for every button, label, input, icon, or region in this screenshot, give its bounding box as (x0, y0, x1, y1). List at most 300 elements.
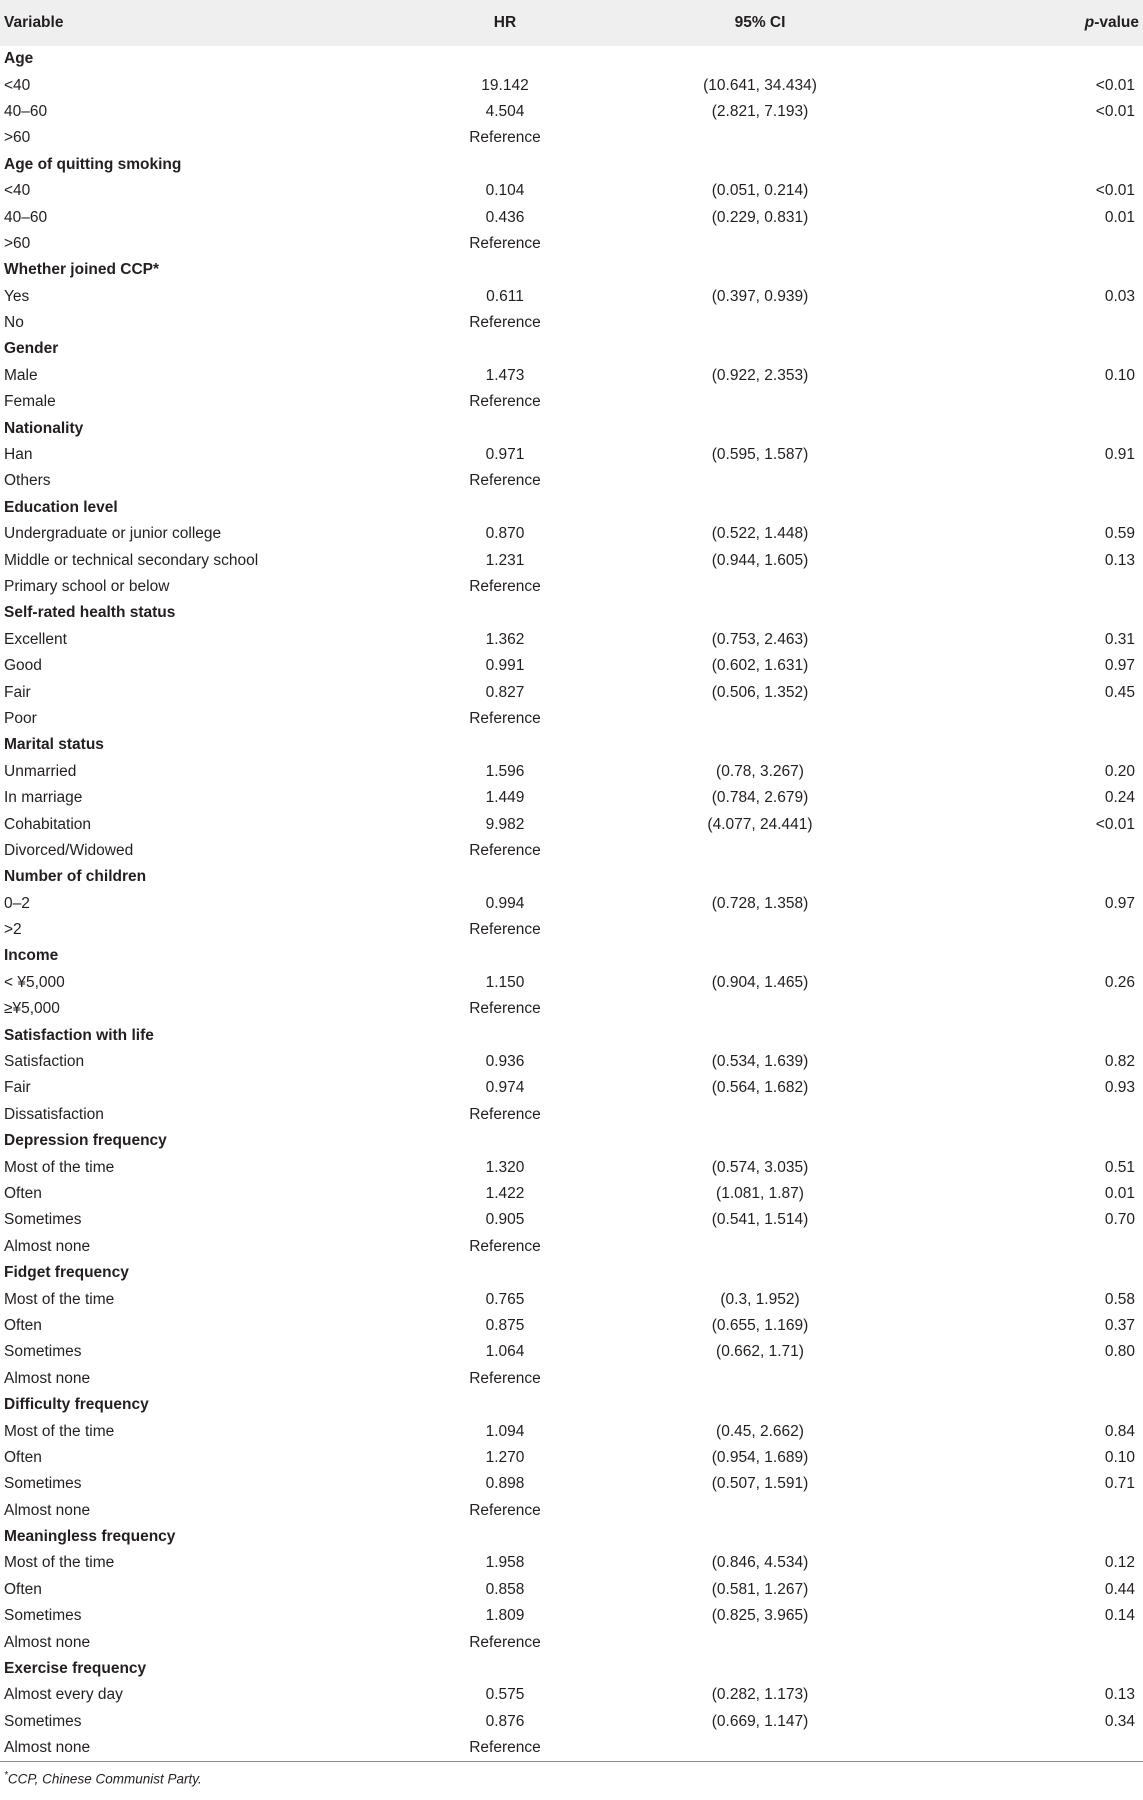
table-row (0, 1735, 1143, 1761)
hr-cell: Reference (469, 1369, 541, 1387)
p-value-cell (910, 996, 1143, 1022)
ci-cell (610, 257, 910, 283)
table-row (0, 1154, 1143, 1180)
table-row (0, 759, 1143, 785)
p-value-cell: <0.01 (1095, 76, 1135, 94)
p-value-cell: 0.59 (1104, 525, 1135, 543)
hr-cell: 19.142 (481, 76, 529, 94)
variable-cell: Sometimes (4, 1343, 82, 1361)
variable-cell: Age of quitting smoking (4, 155, 182, 173)
variable-cell: Satisfaction with life (4, 1026, 154, 1044)
table-group-row (0, 257, 1143, 283)
p-value-cell: 0.12 (1104, 1554, 1135, 1572)
variable-cell: Often (4, 1184, 42, 1202)
table-footnote (0, 1770, 1143, 1787)
table-row (0, 1603, 1143, 1629)
header-p-value (910, 0, 1143, 46)
variable-cell: Yes (4, 287, 30, 305)
ci-cell (610, 46, 910, 72)
ci-cell (610, 1735, 910, 1761)
table-row (0, 1339, 1143, 1365)
header-hr: HR (493, 14, 517, 31)
variable-cell: Most of the time (4, 1290, 115, 1308)
p-value-cell (910, 1366, 1143, 1392)
table-row (0, 1497, 1143, 1523)
hr-cell: Reference (469, 1501, 541, 1519)
ci-cell (610, 1524, 910, 1550)
ci-cell: (0.655, 1.169) (711, 1316, 809, 1334)
ci-cell (610, 1656, 910, 1682)
hr-cell: 0.971 (485, 446, 525, 464)
variable-cell: Poor (4, 709, 37, 727)
hr-cell: 1.958 (485, 1554, 525, 1572)
table-row (0, 627, 1143, 653)
variable-cell: <40 (4, 182, 31, 200)
p-value-cell (910, 1128, 1143, 1154)
table-row (0, 389, 1143, 415)
ci-cell: (0.954, 1.689) (711, 1448, 809, 1466)
table-row (0, 811, 1143, 837)
table-row (0, 785, 1143, 811)
p-value-cell: 0.10 (1104, 366, 1135, 384)
hr-cell: 0.994 (485, 894, 525, 912)
table-row (0, 1682, 1143, 1708)
table-body (0, 46, 1143, 1761)
ci-cell: (0.602, 1.631) (711, 657, 809, 675)
hr-cell (400, 257, 610, 283)
variable-cell: Almost none (4, 1633, 91, 1651)
table-row (0, 310, 1143, 336)
variable-cell: Divorced/Widowed (4, 841, 134, 859)
variable-cell: ≥¥5,000 (4, 1000, 60, 1018)
p-value-cell (910, 1022, 1143, 1048)
footnote-marker: * (4, 1769, 8, 1781)
variable-cell: Often (4, 1316, 42, 1334)
p-value-cell: 0.91 (1104, 446, 1135, 464)
hr-cell: 0.436 (485, 208, 525, 226)
p-value-cell (910, 1392, 1143, 1418)
ci-cell (610, 732, 910, 758)
p-value-cell (910, 1629, 1143, 1655)
p-value-cell (910, 1260, 1143, 1286)
ci-cell: (0.541, 1.514) (711, 1211, 809, 1229)
variable-cell: < ¥5,000 (4, 973, 65, 991)
p-value-cell: 0.03 (1104, 287, 1135, 305)
p-value-cell: 0.13 (1104, 1686, 1135, 1704)
hr-cell: Reference (469, 709, 541, 727)
p-value-cell (910, 310, 1143, 336)
p-value-cell: 0.31 (1104, 630, 1135, 648)
ci-cell (610, 1102, 910, 1128)
ci-cell (610, 600, 910, 626)
table-group-row (0, 415, 1143, 441)
ci-cell: (0.904, 1.465) (711, 973, 809, 991)
variable-cell: 40–60 (4, 208, 48, 226)
table-group-row (0, 600, 1143, 626)
p-value-cell: 0.10 (1104, 1448, 1135, 1466)
hr-cell (400, 1656, 610, 1682)
hr-cell: 1.320 (485, 1158, 525, 1176)
table-row (0, 1313, 1143, 1339)
ci-cell: (0.45, 2.662) (716, 1422, 804, 1440)
p-value-cell: 0.70 (1104, 1211, 1135, 1229)
hr-cell (400, 336, 610, 362)
hr-cell (400, 1128, 610, 1154)
ci-cell: (0.784, 2.679) (711, 789, 809, 807)
table-row (0, 521, 1143, 547)
header-p-suffix: -value (1094, 14, 1139, 31)
variable-cell: Sometimes (4, 1475, 82, 1493)
variable-cell: Undergraduate or junior college (4, 525, 222, 543)
hr-cell: 0.575 (485, 1686, 525, 1704)
p-value-cell: <0.01 (1095, 102, 1135, 120)
p-value-cell (910, 1234, 1143, 1260)
hr-cell: 0.104 (485, 182, 525, 200)
ci-cell (610, 336, 910, 362)
variable-cell: Depression frequency (4, 1132, 167, 1150)
table-row (0, 838, 1143, 864)
p-value-cell (910, 574, 1143, 600)
ci-cell (610, 1497, 910, 1523)
hr-cell: 0.858 (485, 1580, 525, 1598)
variable-cell: Gender (4, 340, 59, 358)
ci-cell: (0.506, 1.352) (711, 683, 809, 701)
hr-cell (400, 152, 610, 178)
hr-cell: Reference (469, 1633, 541, 1651)
table-row (0, 996, 1143, 1022)
hr-cell: Reference (469, 921, 541, 939)
ci-cell (610, 917, 910, 943)
p-value-cell (910, 1102, 1143, 1128)
variable-cell: 0–2 (4, 894, 30, 912)
hr-cell: 0.765 (485, 1290, 525, 1308)
table-group-row (0, 152, 1143, 178)
p-value-cell: 0.14 (1104, 1607, 1135, 1625)
table-row (0, 970, 1143, 996)
header-variable: Variable (4, 14, 64, 31)
table-row (0, 679, 1143, 705)
variable-cell: 40–60 (4, 102, 48, 120)
p-value-cell: 0.44 (1104, 1580, 1135, 1598)
ci-cell (610, 996, 910, 1022)
hr-cell: Reference (469, 129, 541, 147)
p-value-cell (910, 125, 1143, 151)
p-value-cell: 0.26 (1104, 973, 1135, 991)
hr-cell: 0.905 (485, 1211, 525, 1229)
ci-cell: (0.397, 0.939) (711, 287, 809, 305)
p-value-cell: 0.01 (1104, 208, 1135, 226)
variable-cell: Often (4, 1448, 42, 1466)
table-group-row (0, 1524, 1143, 1550)
table-row (0, 1366, 1143, 1392)
footnote-text: CCP, Chinese Communist Party. (7, 1771, 202, 1787)
variable-cell: Almost none (0, 1735, 400, 1761)
p-value-cell (910, 1735, 1143, 1761)
table-row (0, 1709, 1143, 1735)
table-row (0, 99, 1143, 125)
hr-cell: 0.974 (485, 1079, 525, 1097)
table-row (0, 1102, 1143, 1128)
hr-cell: 1.150 (485, 973, 525, 991)
hr-cell (400, 1260, 610, 1286)
variable-cell: Often (4, 1580, 42, 1598)
table-group-row (0, 864, 1143, 890)
variable-cell: Unmarried (4, 762, 77, 780)
hr-cell: 0.898 (485, 1475, 525, 1493)
table-row (0, 574, 1143, 600)
ci-cell (610, 152, 910, 178)
ci-cell: (4.077, 24.441) (707, 815, 813, 833)
table-row (0, 284, 1143, 310)
table-row (0, 363, 1143, 389)
hr-cell: Reference (469, 578, 541, 595)
hr-cell: Reference (469, 472, 541, 490)
ci-cell: (0.595, 1.587) (711, 446, 809, 464)
ci-cell: (0.662, 1.71) (716, 1343, 804, 1361)
variable-cell: Satisfaction (4, 1053, 85, 1071)
hr-cell: 1.094 (485, 1422, 525, 1440)
p-value-cell (910, 1656, 1143, 1682)
ci-cell: (2.821, 7.193) (711, 102, 809, 120)
p-value-cell: 0.24 (1104, 789, 1135, 807)
ci-cell: (0.825, 3.965) (711, 1607, 809, 1625)
hr-cell: 0.827 (485, 683, 525, 701)
p-value-cell: 0.97 (1104, 894, 1135, 912)
hr-cell (400, 1022, 610, 1048)
table-row (0, 1049, 1143, 1075)
table-row (0, 1286, 1143, 1312)
p-value-cell (910, 917, 1143, 943)
hr-cell (400, 1392, 610, 1418)
variable-cell: Fidget frequency (4, 1264, 129, 1282)
table-group-row (0, 1128, 1143, 1154)
p-value-cell (910, 864, 1143, 890)
table-group-row (0, 495, 1143, 521)
table-group-row (0, 732, 1143, 758)
table-row (0, 891, 1143, 917)
variable-cell: <40 (4, 76, 31, 94)
variable-cell: Income (4, 947, 59, 965)
p-value-cell (910, 706, 1143, 732)
ci-cell (610, 415, 910, 441)
variable-cell: Almost none (4, 1501, 91, 1519)
hr-cell: 9.982 (485, 815, 525, 833)
variable-cell: No (4, 314, 24, 332)
table-group-row (0, 943, 1143, 969)
ci-cell (610, 125, 910, 151)
hr-cell: Reference (469, 234, 541, 252)
header-row (0, 0, 1143, 46)
hr-cell: 1.270 (485, 1448, 525, 1466)
p-value-cell (910, 1524, 1143, 1550)
table-group-row (0, 336, 1143, 362)
ci-cell: (0.534, 1.639) (711, 1053, 809, 1071)
hr-cell (400, 46, 610, 72)
ci-cell (610, 310, 910, 336)
variable-cell: In marriage (4, 789, 83, 807)
p-value-cell: 0.71 (1104, 1475, 1135, 1493)
p-value-cell (910, 257, 1143, 283)
ci-cell (610, 468, 910, 494)
hr-cell: Reference (469, 1105, 541, 1123)
ci-cell: (0.564, 1.682) (711, 1079, 809, 1097)
hr-cell: Reference (469, 1000, 541, 1018)
p-value-cell (910, 389, 1143, 415)
ci-cell: (0.922, 2.353) (711, 366, 809, 384)
p-value-cell: 0.13 (1104, 551, 1135, 569)
p-value-cell (910, 600, 1143, 626)
table-row (0, 1577, 1143, 1603)
variable-cell: Primary school or below (4, 578, 170, 595)
p-value-cell: 0.51 (1104, 1158, 1135, 1176)
p-value-cell (910, 943, 1143, 969)
ci-cell (610, 1392, 910, 1418)
p-value-cell (910, 231, 1143, 257)
variable-cell: Exercise frequency (4, 1660, 147, 1678)
hr-cell (400, 600, 610, 626)
hr-cell (400, 864, 610, 890)
p-value-cell: 0.97 (1104, 657, 1135, 675)
ci-cell (610, 1022, 910, 1048)
ci-cell: (0.846, 4.534) (711, 1554, 809, 1572)
variable-cell: Most of the time (4, 1158, 115, 1176)
ci-cell (610, 231, 910, 257)
p-value-cell: 0.80 (1104, 1343, 1135, 1361)
variable-cell: >60 (4, 234, 31, 252)
ci-cell (610, 1366, 910, 1392)
p-value-cell: 0.58 (1104, 1290, 1135, 1308)
ci-cell: (0.753, 2.463) (711, 630, 809, 648)
table-group-row (0, 1656, 1143, 1682)
table-row (0, 72, 1143, 98)
table-row (0, 1075, 1143, 1101)
hr-cell: 0.876 (485, 1712, 525, 1730)
p-value-cell: 0.84 (1104, 1422, 1135, 1440)
variable-cell: Sometimes (4, 1607, 82, 1625)
p-value-cell: 0.37 (1104, 1316, 1135, 1334)
ci-cell: (0.3, 1.952) (720, 1290, 800, 1308)
ci-cell: (0.574, 3.035) (711, 1158, 809, 1176)
table-row (0, 706, 1143, 732)
ci-cell (610, 389, 910, 415)
variable-cell: Age (4, 50, 34, 68)
variable-cell: Most of the time (4, 1422, 115, 1440)
hr-cell: 1.064 (485, 1343, 525, 1361)
variable-cell: Meaningless frequency (4, 1528, 176, 1546)
variable-cell: Cohabitation (4, 815, 92, 833)
hr-cell: 1.422 (485, 1184, 525, 1202)
variable-cell: Almost every day (4, 1686, 123, 1704)
variable-cell: Fair (4, 1079, 31, 1097)
ci-cell (610, 574, 910, 600)
hr-cell: 0.611 (486, 287, 524, 305)
variable-cell: Marital status (4, 736, 104, 754)
p-value-cell (910, 468, 1143, 494)
table-header (0, 0, 1143, 46)
variable-cell: Whether joined CCP* (4, 261, 160, 279)
ci-cell: (0.229, 0.831) (711, 208, 809, 226)
hr-cell: 1.809 (485, 1607, 525, 1625)
p-value-cell: 0.45 (1104, 683, 1135, 701)
hr-cell: 0.991 (485, 657, 525, 675)
ci-cell: (0.051, 0.214) (711, 182, 809, 200)
variable-cell: >2 (4, 921, 22, 939)
variable-cell: Nationality (4, 419, 84, 437)
variable-cell: Excellent (4, 630, 67, 648)
p-value-cell (910, 415, 1143, 441)
hr-cell: Reference (469, 1237, 541, 1255)
p-value-cell: 0.93 (1104, 1079, 1135, 1097)
p-value-cell (910, 46, 1143, 72)
table-row (0, 1471, 1143, 1497)
variable-cell: Sometimes (4, 1712, 82, 1730)
p-value-cell (910, 152, 1143, 178)
ci-cell: (0.507, 1.591) (711, 1475, 809, 1493)
hr-cell: 1.362 (485, 630, 525, 648)
ci-cell (610, 943, 910, 969)
hr-cell: Reference (469, 314, 541, 332)
hr-cell (400, 415, 610, 441)
table-row (0, 468, 1143, 494)
table-row (0, 442, 1143, 468)
hr-cell: 4.504 (485, 102, 525, 120)
table-row (0, 1550, 1143, 1576)
p-value-cell: <0.01 (1095, 815, 1135, 833)
ci-cell: (0.282, 1.173) (711, 1686, 809, 1704)
hr-cell (400, 943, 610, 969)
variable-cell: Almost none (4, 1237, 91, 1255)
table-group-row (0, 1022, 1143, 1048)
p-value-cell: 0.34 (1104, 1712, 1135, 1730)
p-value-cell (910, 838, 1143, 864)
hr-cell: 0.936 (485, 1053, 525, 1071)
hr-cell: 0.875 (485, 1316, 525, 1334)
variable-cell: Male (4, 366, 38, 384)
table-row (0, 204, 1143, 230)
table-row (0, 547, 1143, 573)
ci-cell: (0.728, 1.358) (711, 894, 809, 912)
hr-cell: 0.870 (485, 525, 525, 543)
header-ci: 95% CI (734, 14, 786, 31)
hr-cell (400, 1524, 610, 1550)
ci-cell (610, 1629, 910, 1655)
variable-cell: Others (4, 472, 51, 490)
table-row (0, 1629, 1143, 1655)
table-row (0, 653, 1143, 679)
variable-cell: Han (4, 446, 33, 464)
variable-cell: Education level (4, 498, 118, 516)
ci-cell: (0.522, 1.448) (711, 525, 809, 543)
ci-cell (610, 1128, 910, 1154)
variable-cell: Good (4, 657, 42, 675)
variable-cell: Number of children (4, 868, 147, 886)
ci-cell: (0.669, 1.147) (711, 1712, 809, 1730)
table-row (0, 917, 1143, 943)
ci-cell: (0.944, 1.605) (711, 551, 809, 569)
table-row (0, 231, 1143, 257)
table-row (0, 178, 1143, 204)
hr-cell: 1.449 (485, 789, 525, 807)
variable-cell: >60 (4, 129, 31, 147)
variable-cell: Female (4, 393, 56, 411)
variable-cell: Self-rated health status (4, 604, 176, 622)
variable-cell: Almost none (4, 1369, 91, 1387)
p-value-cell (910, 1497, 1143, 1523)
hr-cell (400, 732, 610, 758)
table-row (0, 1181, 1143, 1207)
table-row (0, 1207, 1143, 1233)
ci-cell: (0.78, 3.267) (716, 762, 804, 780)
